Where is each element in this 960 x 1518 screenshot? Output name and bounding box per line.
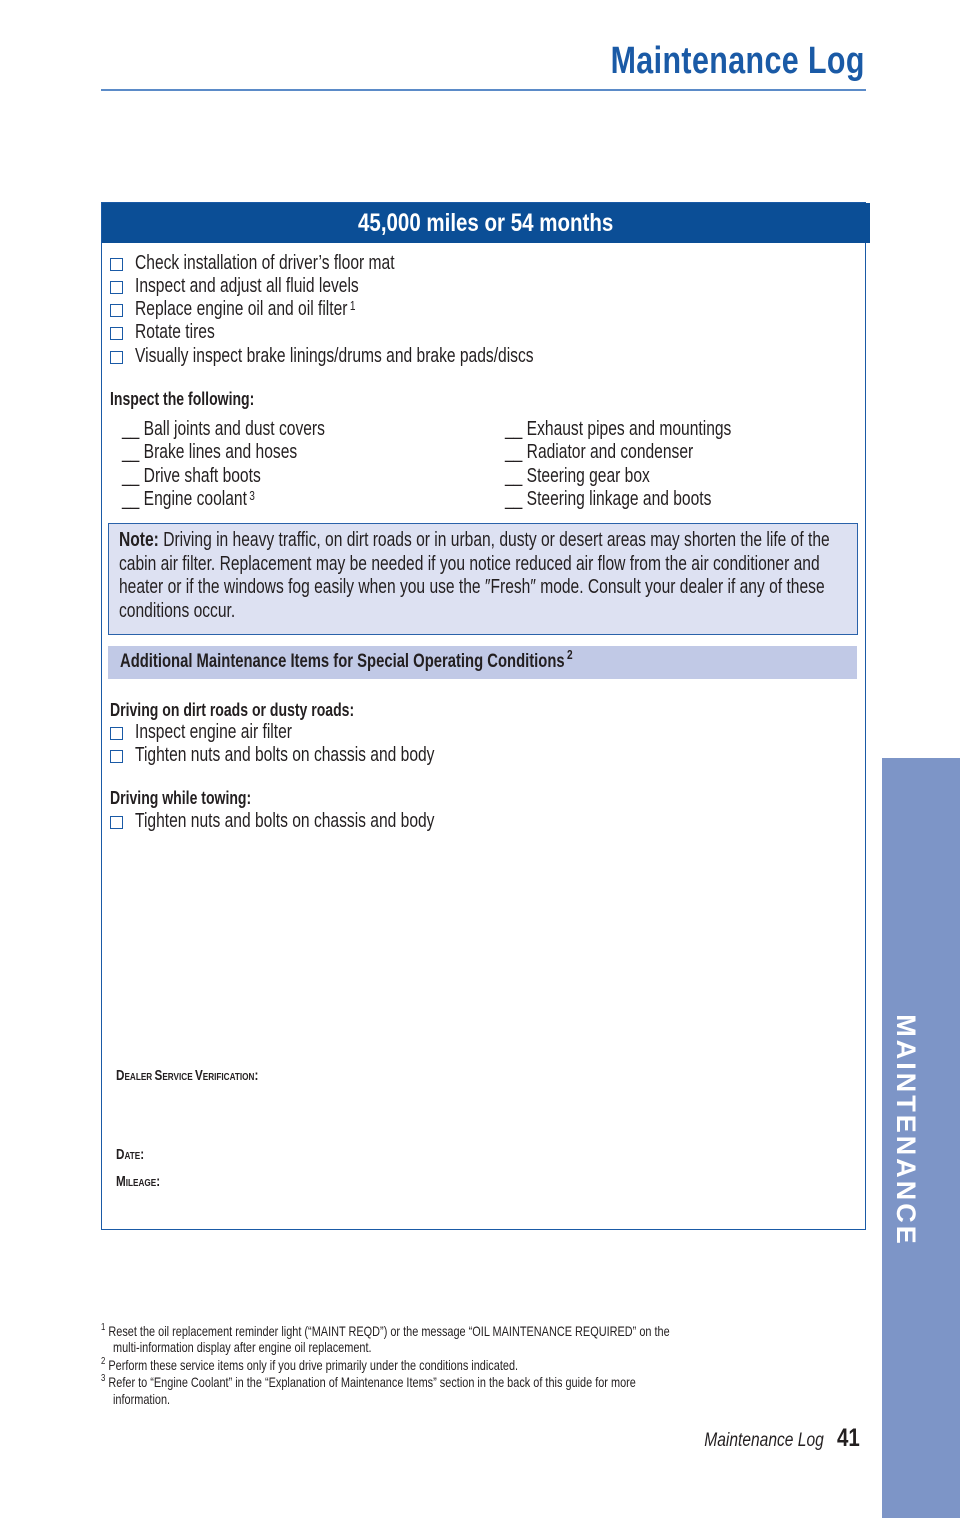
checklist-item-text: Rotate tires xyxy=(135,321,215,343)
footnote: multi-information display after engine oil replacement. xyxy=(113,1339,372,1355)
checklist-item-text: Inspect and adjust all fluid levels xyxy=(135,275,359,297)
card-heading-text: 45,000 miles or 54 months xyxy=(358,208,614,237)
page-footer xyxy=(678,1424,860,1453)
footnote-ref: 2 xyxy=(567,647,573,662)
footnote-ref: 1 xyxy=(349,298,356,313)
inspect-item: __ Engine coolant $^3$ xyxy=(122,488,255,510)
inspect-item: __ Radiator and condenser xyxy=(505,441,694,463)
checklist-item-text: Tighten nuts and bolts on chassis and body xyxy=(135,744,435,766)
section-side-label xyxy=(882,920,928,1340)
checklist-item-text: Tighten nuts and bolts on chassis and body xyxy=(135,810,435,832)
footnote: $^1$ Reset the oil replacement reminder light (“MAINT REQD”) or the message “OIL MAINTENANCE REQUIRED” on the xyxy=(101,1322,670,1339)
note-body: Driving in heavy traffic, on dirt roads or in urban, dusty or desert areas may shorten the life of the cabin air filter. Replacement may be needed if you notice reduced air flow from the air conditioner and heater or if the windows fog easily when you use the ″Fresh″ mode. Consult your dealer if any of these conditions occur. xyxy=(119,529,830,622)
checklist-item-text: Replace engine oil and oil filter xyxy=(135,298,348,320)
date-label: DATE: xyxy=(116,1146,145,1163)
mileage-label: MILEAGE: xyxy=(116,1173,161,1190)
checkbox-icon[interactable] xyxy=(110,281,123,294)
checkbox-icon[interactable] xyxy=(110,351,123,364)
inspect-heading: Inspect the following: xyxy=(110,389,255,409)
inspect-item: __ Exhaust pipes and mountings xyxy=(505,418,732,440)
inspect-item: __ Ball joints and dust covers xyxy=(122,418,325,440)
maintenance-card xyxy=(101,202,866,1230)
footnote: $^2$ Perform these service items only if you drive primarily under the conditions indicated. xyxy=(101,1356,519,1373)
card-heading xyxy=(102,203,870,243)
checkbox-icon[interactable] xyxy=(110,258,123,271)
checklist-item-text: Check installation of driver’s floor mat xyxy=(135,252,395,274)
footer-label: Maintenance Log xyxy=(704,1430,824,1451)
inspect-item: __ Steering linkage and boots xyxy=(505,488,712,510)
inspect-item: __ Brake lines and hoses xyxy=(122,441,298,463)
checkbox-icon[interactable] xyxy=(110,727,123,740)
page-title: Maintenance Log xyxy=(610,40,865,82)
condition-heading: Driving while towing: xyxy=(110,788,252,808)
special-conditions-heading: Additional Maintenance Items for Special Operating Conditions $^2$ xyxy=(108,646,857,679)
note-box xyxy=(108,523,858,635)
checkbox-icon[interactable] xyxy=(110,816,123,829)
checklist-item-text: Inspect engine air filter xyxy=(135,721,292,743)
note-label: Note: xyxy=(119,529,159,551)
condition-heading: Driving on dirt roads or dusty roads: xyxy=(110,700,355,720)
checkbox-icon[interactable] xyxy=(110,327,123,340)
footnote: $^3$ Refer to “Engine Coolant” in the “Explanation of Maintenance Items” section in the back of this guide for more xyxy=(101,1373,636,1390)
side-tab-label: MAINTENANCE xyxy=(890,1013,921,1247)
dealer-verification-label: DEALER SERVICE VERIFICATION: xyxy=(116,1067,259,1084)
inspect-item: __ Drive shaft boots xyxy=(122,465,261,487)
note-text xyxy=(119,529,830,623)
checklist-item-text: Visually inspect brake linings/drums and brake pads/discs xyxy=(135,345,534,367)
footnote: information. xyxy=(113,1391,171,1407)
title-divider xyxy=(101,89,866,91)
checkbox-icon[interactable] xyxy=(110,304,123,317)
page-number: 41 xyxy=(837,1424,860,1452)
footnote-ref: 3 xyxy=(249,488,255,503)
inspect-item: __ Steering gear box xyxy=(505,465,650,487)
checkbox-icon[interactable] xyxy=(110,750,123,763)
